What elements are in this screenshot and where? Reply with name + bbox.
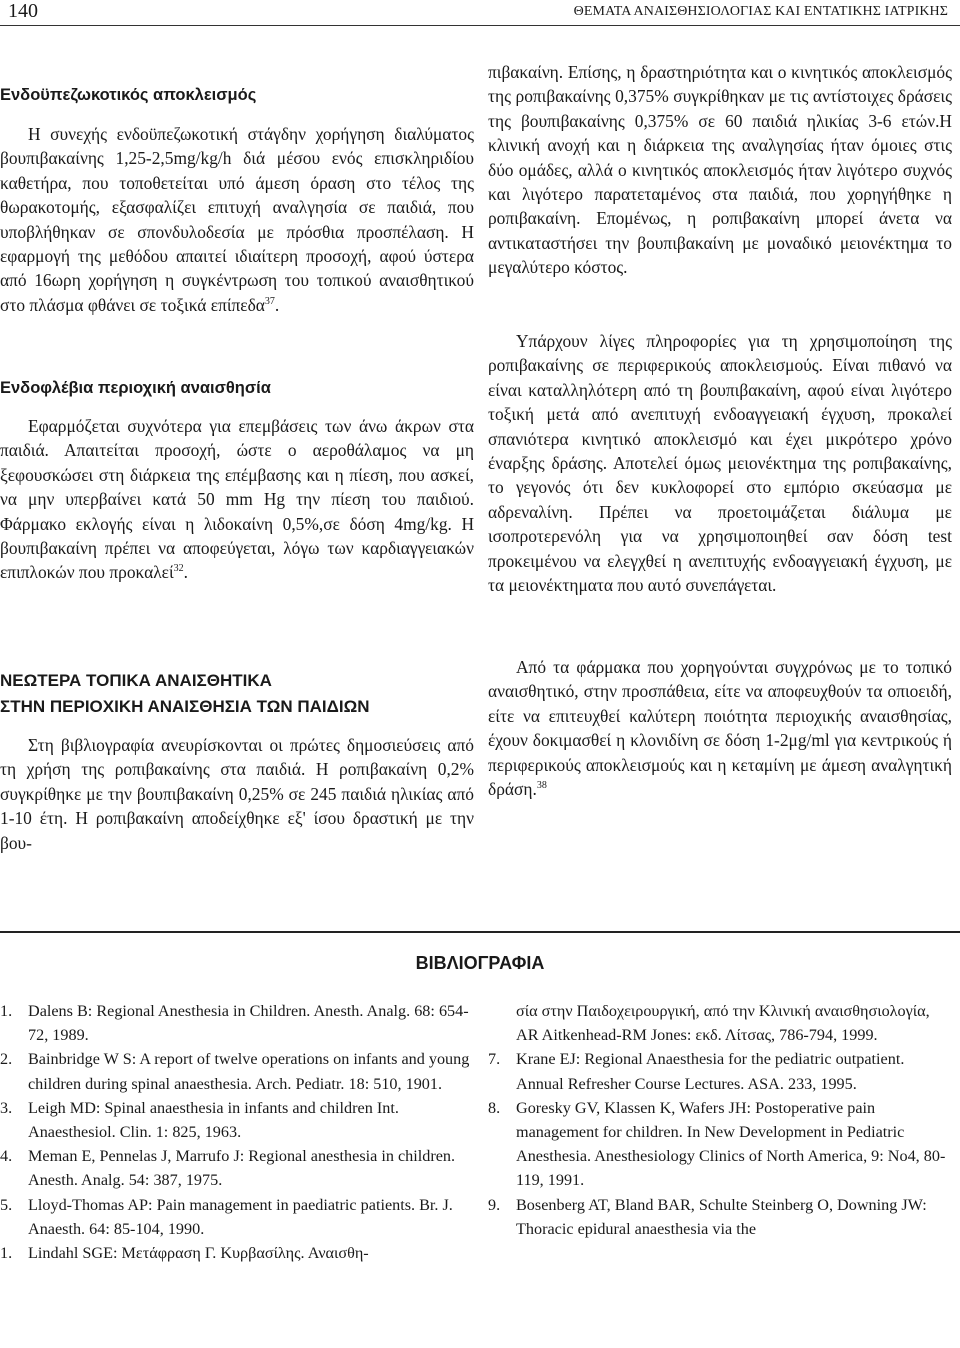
- references-right: [488, 999, 952, 1241]
- paragraph-ropivacaine: Στη βιβλιογραφία ανευρίσκονται οι πρώτες δημοσιεύσεις από τη χρήση της ροπιβακαίνης στα παιδιά. Η ροπιβακαίνη 0,2% συγκρίθηκε με την βουπιβακαίνη 0,25% σε 245 παιδιά ηλικίας από 1-10 έτη. Η ροπιβακαίνη αποδείχθηκε εξ' ίσου δραστική με την βου-: [0, 735, 474, 853]
- citation-37: 37: [264, 296, 275, 308]
- reference-number: 1.: [0, 1244, 13, 1263]
- paragraph-iv-regional-text: Εφαρμόζεται συχνότερα για επεμβάσεις των άνω άκρων στα παιδιά. Απαιτείται προσοχή, ώστε ο αεροθάλαμος να μη ξεφουσκώσει στη διάρκεια της επέμβασης και η πίεση, που ασκεί, να μην υπερβαίνει κατά 50 mm Hg την πίεση του παιδιού. Φάρμακο εκλογής είναι η λιδοκαίνη 0,5%,σε δόση 4mg/kg. Η βουπιβακαίνη πρέπει να αποφεύγεται, λόγω των καρδιαγγειακών επιπλοκών που προκαλεί: [0, 416, 474, 583]
- reference-number: 7.: [488, 1050, 501, 1069]
- reference-number: 4.: [0, 1147, 13, 1166]
- reference-text: Leigh MD: Spinal anaesthesia in infants and children Int. Anaesthesiol. Clin. 1: 825, 1963.: [28, 1098, 399, 1142]
- header-rule: [0, 25, 960, 26]
- reference-item: [0, 1193, 474, 1241]
- reference-item: [0, 1241, 474, 1265]
- reference-number: 9.: [488, 1195, 501, 1214]
- heading-new-anesthetics-line2: ΣΤΗΝ ΠΕΡΙΟΧΙΚΗ ΑΝΑΙΣΘΗΣΙΑ ΤΩΝ ΠΑΙΔΙΩΝ: [0, 697, 370, 716]
- paragraph-intrapleural-end: .: [274, 294, 280, 315]
- heading-intrapleural: Ενδοϋπεζωκοτικός αποκλεισμός: [0, 86, 257, 104]
- reference-text: Goresky GV, Klassen K, Wafers JH: Postoperative pain management for children. In New Development in Pediatric Anesthesia. Anesthesiology Clinics of North America, 9: No4, 80-119, 1991.: [516, 1098, 946, 1190]
- references-left: [0, 999, 474, 1265]
- paragraph-iv-regional-end: .: [183, 562, 189, 583]
- reference-item: [488, 1096, 952, 1193]
- paragraph-adjunct-drugs: [488, 655, 952, 801]
- running-title: ΘΕΜΑΤΑ ΑΝΑΙΣΘΗΣΙΟΛΟΓΙΑΣ ΚΑΙ ΕΝΤΑΤΙΚΗΣ ΙΑΤΡΙΚΗΣ: [573, 4, 948, 19]
- reference-item: [488, 1047, 952, 1095]
- reference-number: 1.: [0, 1002, 13, 1020]
- reference-number: 2.: [0, 1050, 13, 1069]
- paragraph-iv-regional: [0, 414, 474, 585]
- paragraph-intrapleural-text: Η συνεχής ενδοϋπεζωκοτική στάγδην χορήγηση διαλύματος βουπιβακαίνης 1,25-2,5mg/kg/h διά μέσου ενός επισκληριδίου καθετήρα, που τοποθετείται υπό άμεση όραση στο τέλος της θωρακοτομής, εξασφαλίζει επιτυχή αναλγησία σε παιδιά, που υποβλήθηκαν σε σπονδυλοδεσία με πρόσθια προσπέλαση. Η εφαρμογή της μεθόδου απαιτεί ιδιαίτερη προσοχή, αφού ύστερα από 16ωρη χορήγηση η συγκέντρωση του τοπικού αναισθητικού στο πλάσμα φθάνει σε τοξικά επίπεδα: [0, 124, 474, 315]
- citation-38: 38: [536, 780, 547, 792]
- reference-text: Bainbridge W S: A report of twelve operations on infants and young children during spinal anaesthesia. Arch. Pediatr. 18: 510, 1901.: [28, 1050, 470, 1093]
- page-number: 140: [8, 0, 38, 22]
- reference-text: Dalens B: Regional Anesthesia in Children. Anesth. Analg. 68: 654-72, 1989.: [28, 1002, 469, 1045]
- reference-item: [0, 1096, 474, 1144]
- paragraph-continuation: πιβακαίνη. Επίσης, η δραστηριότητα και ο κινητικός αποκλεισμός της ροπιβακαίνης 0,375% συγκρίθηκαν με τις αντίστοιχες δράσεις της βουπιβακαίνης 0,375% σε 60 παιδιά ηλικίας 3-6 ετών.Η κλινική ανοχή και η διάρκεια της αναλγησίας ήταν όμοιες στις δύο ομάδες, αλλά ο κινητικός αποκλεισμός ήταν λιγότερο συχνός και λιγότερο παρατεταμένος στα παιδιά, που χορηγήθηκε η ροπιβακαίνη. Επομένως, η ροπιβακαίνη μπορεί άνετα να αντικαταστήσει την βουπιβακαίνη με μοναδικό μειονέκτημα το μεγαλύτερο κόστος.: [488, 62, 952, 278]
- reference-item: [0, 1144, 474, 1192]
- heading-iv-regional: Ενδοφλέβια περιοχική αναισθησία: [0, 379, 271, 397]
- reference-number: 8.: [488, 1098, 501, 1117]
- page-header: [0, 0, 960, 26]
- paragraph-adjunct-drugs-text: Από τα φάρμακα που χορηγούνται συγχρόνως με το τοπικό αναισθητικό, στην προσπάθεια, είτε να αποφευχθούν τα οπιοειδή, είτε να επιτευχθεί καλύτερη ποιότητα περιοχικής αναισθησίας, έχουν δοκιμασθεί η κλονιδίνη σε δόση 1-2μg/ml για κεντρικούς ή περιφερικούς αποκλεισμούς και η κεταμίνη με άμεση αναλγητική δράση.: [488, 657, 952, 800]
- heading-new-anesthetics-line1: ΝΕΩΤΕΡΑ ΤΟΠΙΚΑ ΑΝΑΙΣΘΗΤΙΚΑ: [0, 671, 272, 690]
- reference-text: Krane EJ: Regional Anaesthesia for the pediatric outpatient. Annual Refresher Course Lectures. ASA. 233, 1995.: [516, 1050, 905, 1093]
- reference-text: Meman E, Pennelas J, Marrufo J: Regional anesthesia in children. Anesth. Analg. 54: 387, 1975.: [28, 1147, 456, 1190]
- references-heading: ΒΙΒΛΙΟΓΡΑΦΙΑ: [415, 953, 545, 973]
- paragraph-intrapleural: [0, 122, 474, 317]
- references-rule: [0, 931, 960, 933]
- reference-number: 3.: [0, 1098, 13, 1117]
- paragraph-peripheral-info: Υπάρχουν λίγες πληροφορίες για τη χρησιμοποίηση της ροπιβακαίνης σε περιφερικούς αποκλεισμούς. Είναι πιθανό να είναι καταλληλότερη από τη βουπιβακαίνη, αφού είναι λιγότερο τοξική μετά από ανεπιτυχή ενδοαγγειακή έγχυση, προκαλεί σπανιότερα κινητικό αποκλεισμό και έχει μικρότερο χρόνο έναρξης δράσης. Αποτελεί όμως μειονέκτημα της ροπιβακαίνης, το γεγονός ότι δεν κυκλοφορεί στο εμπόριο σκεύασμα με αδρεναλίνη. Πρέπει να προετοιμάζεται διάλυμα με ισοπροτερενόλη για να χρησιμοποιηθεί σαν δόση test προκειμένου να ελεγχθεί η ανεπιτυχής ενδοαγγειακή έγχυση, με τα μειονέκτηματα που αυτό συνεπάγεται.: [488, 331, 952, 596]
- reference-text: Lloyd-Thomas AP: Pain management in paediatric patients. Br. J. Anaesth. 64: 85-104, 1990.: [28, 1195, 453, 1238]
- citation-32: 32: [173, 563, 184, 575]
- reference-item: [0, 999, 474, 1047]
- reference-text: Bosenberg AT, Bland BAR, Schulte Steinberg O, Downing JW: Thoracic epidural anaesthesia via the: [516, 1195, 927, 1238]
- reference-number: 5.: [0, 1195, 13, 1214]
- reference-item: [488, 1193, 952, 1241]
- reference-text: Lindahl SGE: Μετάφραση Γ. Κυρβασίλης. Αναισθη-: [28, 1244, 369, 1263]
- reference-item: [0, 1047, 474, 1095]
- reference-continuation: σία στην Παιδοχειρουργική, από την Κλινική αναισθησιολογία, AR Aitkenhead-RM Jones: εκδ. Λίτσας, 786-794, 1999.: [516, 1002, 930, 1045]
